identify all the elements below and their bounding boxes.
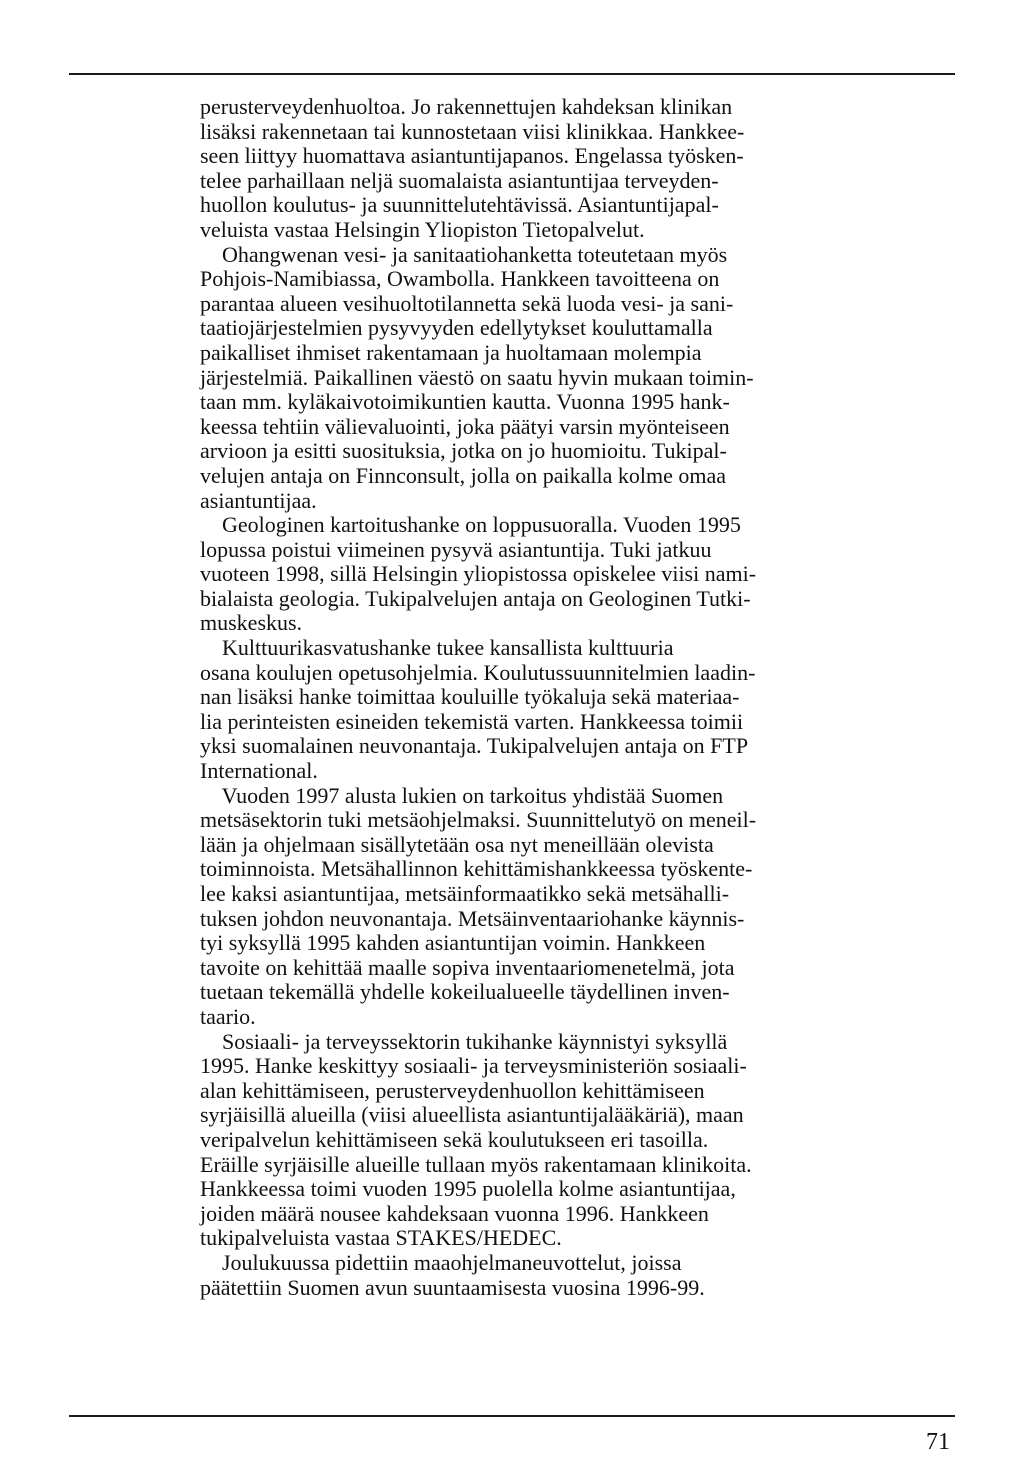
text-line: telee parhaillaan neljä suomalaista asiantuntijaa terveyden- (200, 167, 719, 193)
text-line: joiden määrä nousee kahdeksaan vuonna 1996. Hankkeen (200, 1200, 709, 1226)
page-number: 71 (926, 1429, 950, 1455)
text-line: lia perinteisten esineiden tekemistä varten. Hankkeessa toimii (200, 708, 744, 734)
text-line: taario. (200, 1003, 256, 1029)
text-line: lään ja ohjelmaan sisällytetään osa nyt meneillään olevista (200, 831, 714, 857)
text-line: asiantuntijaa. (200, 487, 317, 513)
paragraph (200, 243, 900, 514)
body-text (200, 95, 900, 1300)
text-line: 1995. Hanke keskittyy sosiaali- ja terveysministeriön sosiaali- (200, 1053, 747, 1079)
text-line: veluista vastaa Helsingin Yliopiston Tietopalvelut. (200, 216, 645, 242)
text-line: tyi syksyllä 1995 kahden asiantuntijan voimin. Hankkeen (200, 930, 706, 956)
text-line: vuoteen 1998, sillä Helsingin yliopistossa opiskelee viisi nami- (200, 561, 757, 587)
text-line: Eräille syrjäisille alueille tullaan myös rakentamaan klinikoita. (200, 1151, 752, 1177)
text-line: Joulukuussa pidettiin maaohjelmaneuvottelut, joissa (200, 1249, 682, 1275)
text-line: paikalliset ihmiset rakentamaan ja huoltamaan molempia (200, 339, 702, 365)
text-line: tavoite on kehittää maalle sopiva inventaariomenetelmä, jota (200, 954, 735, 980)
text-line: keessa tehtiin välievaluointi, joka päätyi varsin myönteiseen (200, 413, 730, 439)
text-line: lopussa poistui viimeinen pysyvä asiantuntija. Tuki jatkuu (200, 536, 712, 562)
text-line: alan kehittämiseen, perusterveydenhuollon kehittämiseen (200, 1077, 705, 1103)
text-line: nan lisäksi hanke toimittaa kouluille työkaluja sekä materiaa- (200, 684, 740, 710)
text-line: velujen antaja on Finnconsult, jolla on paikalla kolme omaa (200, 462, 727, 488)
text-line: veripalvelun kehittämiseen sekä koulutukseen eri tasoilla. (200, 1126, 709, 1152)
paragraph (200, 513, 900, 636)
bottom-rule (69, 1415, 955, 1417)
text-line: toiminnoista. Metsähallinnon kehittämishankkeessa työskente- (200, 856, 753, 882)
text-line: Vuoden 1997 alusta lukien on tarkoitus yhdistää Suomen (200, 782, 724, 808)
text-line: Ohangwenan vesi- ja sanitaatiohanketta toteutetaan myös (200, 241, 728, 267)
text-line: International. (200, 758, 318, 784)
text-line: taatiojärjestelmien pysyvyyden edellytykset kouluttamalla (200, 315, 713, 341)
text-line: muskeskus. (200, 610, 303, 636)
text-line: arvioon ja esitti suosituksia, jotka on jo huomioitu. Tukipal- (200, 438, 727, 464)
text-line: tuksen johdon neuvonantaja. Metsäinventaariohanke käynnis- (200, 905, 745, 931)
paragraph (200, 95, 900, 243)
paragraph (200, 636, 900, 784)
text-line: seen liittyy huomattava asiantuntijapanos. Engelassa työsken- (200, 143, 744, 169)
paragraph (200, 1251, 900, 1300)
text-line: päätettiin Suomen avun suuntaamisesta vuosina 1996-99. (200, 1274, 705, 1300)
text-line: tuetaan tekemällä yhdelle kokeilualueelle täydellinen inven- (200, 979, 730, 1005)
text-line: Hankkeessa toimi vuoden 1995 puolella kolme asiantuntijaa, (200, 1176, 736, 1202)
text-line: yksi suomalainen neuvonantaja. Tukipalvelujen antaja on FTP (200, 733, 749, 759)
text-line: parantaa alueen vesihuoltotilannetta sekä luoda vesi- ja sani- (200, 290, 734, 316)
paragraph (200, 784, 900, 1030)
text-line: perusterveydenhuoltoa. Jo rakennettujen kahdeksan klinikan (200, 94, 733, 119)
text-line: tukipalveluista vastaa STAKES/HEDEC. (200, 1225, 562, 1251)
text-line: Sosiaali- ja terveyssektorin tukihanke käynnistyi syksyllä (200, 1028, 728, 1054)
text-line: taan mm. kyläkaivotoimikuntien kautta. Vuonna 1995 hank- (200, 389, 730, 415)
text-line: lisäksi rakennetaan tai kunnostetaan viisi klinikkaa. Hankkee- (200, 118, 745, 144)
text-line: Kulttuurikasvatushanke tukee kansallista kulttuuria (200, 635, 674, 661)
text-line: syrjäisillä alueilla (viisi alueellista asiantuntijalääkäriä), maan (200, 1102, 744, 1128)
text-line: Pohjois-Namibiassa, Owambolla. Hankkeen tavoitteena on (200, 266, 720, 292)
text-line: Geologinen kartoitushanke on loppusuoralla. Vuoden 1995 (200, 512, 741, 538)
text-line: metsäsektorin tuki metsäohjelmaksi. Suunnittelutyö on meneil- (200, 807, 757, 833)
text-line: bialaista geologia. Tukipalvelujen antaja on Geologinen Tutki- (200, 585, 751, 611)
text-line: huollon koulutus- ja suunnittelutehtävissä. Asiantuntijapal- (200, 192, 719, 218)
paragraph (200, 1030, 900, 1251)
text-line: järjestelmiä. Paikallinen väestö on saatu hyvin mukaan toimin- (200, 364, 754, 390)
text-line: lee kaksi asiantuntijaa, metsäinformaatikko sekä metsähalli- (200, 881, 730, 906)
top-rule (69, 73, 955, 75)
text-line: osana koulujen opetusohjelmia. Koulutussuunnitelmien laadin- (200, 659, 756, 685)
